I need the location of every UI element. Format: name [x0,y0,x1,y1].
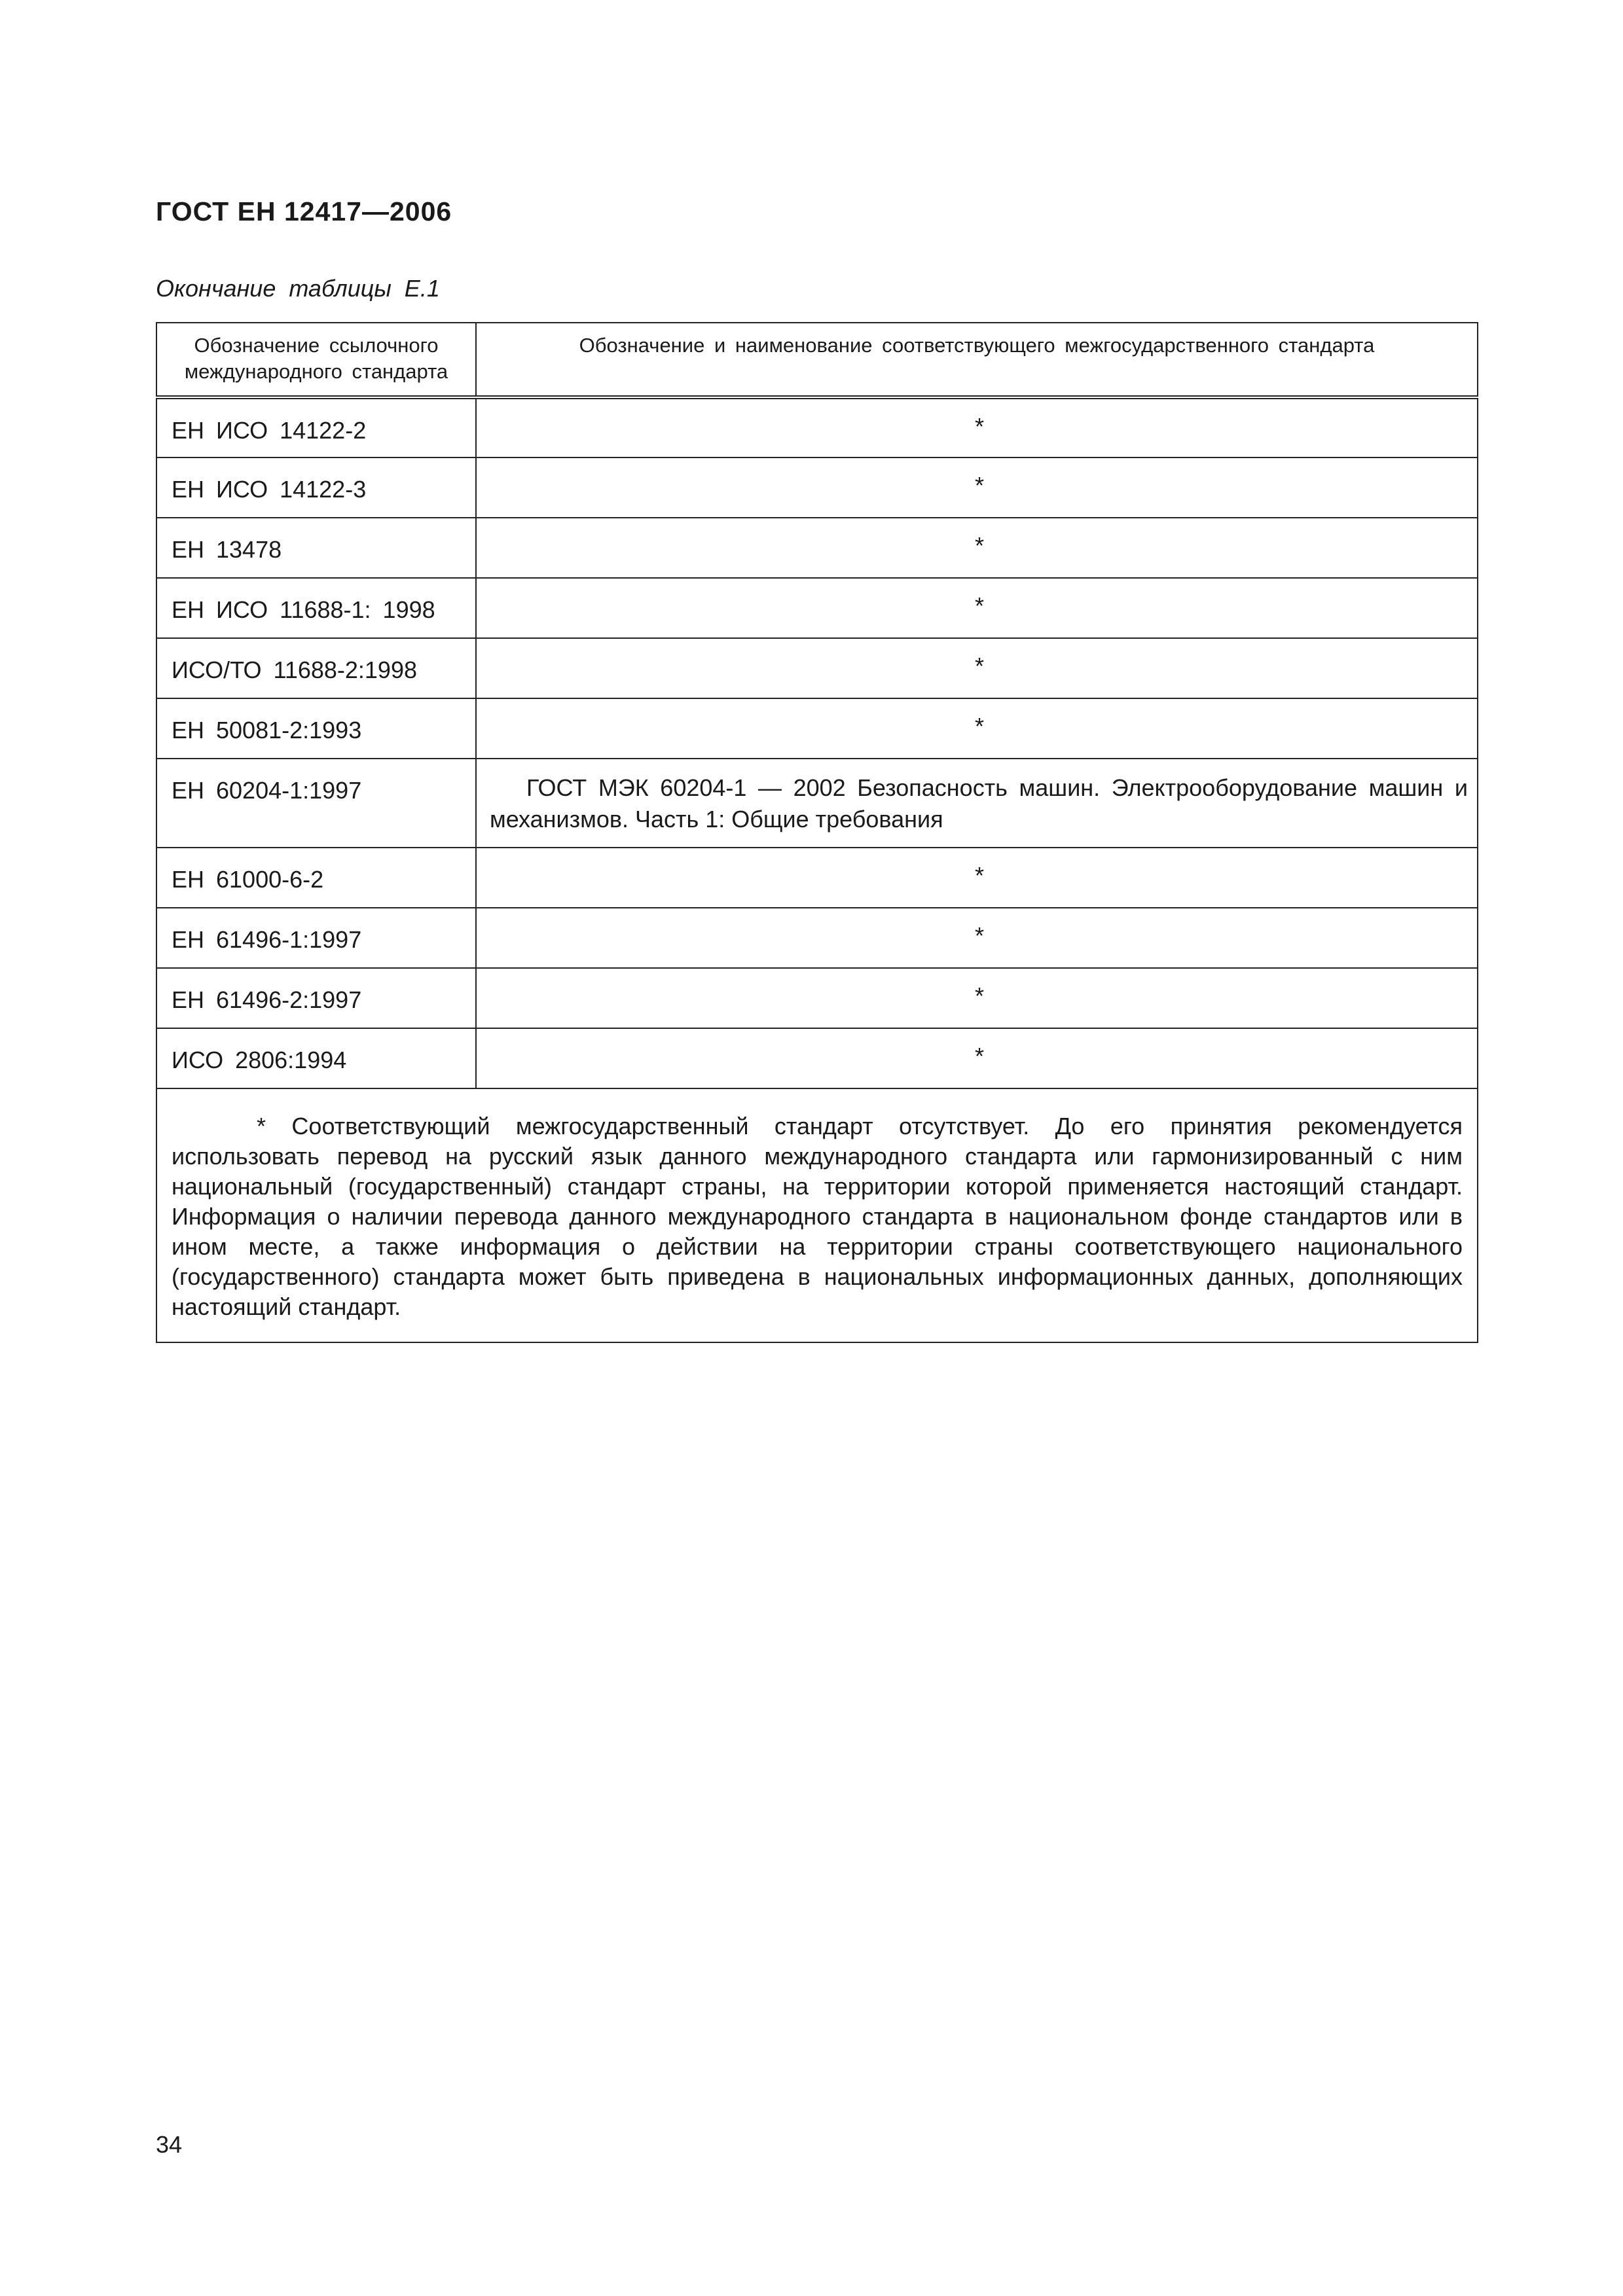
row-code: ЕН ИСО 14122-3 [156,457,476,518]
table-row [156,698,1478,759]
page-number: 34 [156,2131,183,2158]
table-caption: Окончание таблицы Е.1 [156,275,440,302]
row-value: * [476,968,1478,1028]
document-header: ГОСТ ЕН 12417—2006 [156,196,452,226]
table-row [156,457,1478,518]
table-header-row [156,323,1478,397]
row-value: * [476,578,1478,638]
row-code: ЕН 50081-2:1993 [156,698,476,759]
row-code: ЕН ИСО 11688-1: 1998 [156,578,476,638]
row-value: * [476,397,1478,457]
row-value: * [476,1028,1478,1088]
row-value: * [476,698,1478,759]
table-row [156,968,1478,1028]
row-code: ЕН 13478 [156,518,476,578]
table-row [156,1028,1478,1088]
row-value: * [476,908,1478,968]
table-row [156,759,1478,848]
row-code: ИСО 2806:1994 [156,1028,476,1088]
row-value: * [476,638,1478,698]
table-footnote-row [156,1088,1478,1342]
table-row [156,397,1478,457]
row-code: ИСО/ТО 11688-2:1998 [156,638,476,698]
standards-table-container [156,322,1478,1343]
row-code: ЕН 60204-1:1997 [156,759,476,848]
row-value: * [476,848,1478,908]
table-row [156,578,1478,638]
table-row [156,518,1478,578]
row-code: ЕН 61496-2:1997 [156,968,476,1028]
table-row [156,638,1478,698]
table-row [156,908,1478,968]
row-value: ГОСТ МЭК 60204-1 — 2002 Безопасность машин. Электрооборудование машин и механизмов. Часть 1: Общие требования [476,759,1478,848]
row-code: ЕН 61000-6-2 [156,848,476,908]
standards-table [156,322,1478,1343]
row-value: * [476,518,1478,578]
header-interstate-standard: Обозначение и наименование соответствующего межгосударственного стандарта [476,323,1478,397]
row-value: * [476,457,1478,518]
row-code: ЕН 61496-1:1997 [156,908,476,968]
table-row [156,848,1478,908]
header-international-standard: Обозначение ссылочного международного стандарта [156,323,476,397]
table-footnote: * Соответствующий межгосударственный стандарт отсутствует. До его принятия рекомендуется использовать перевод на русский язык данного международного стандарта или гармонизированный с ним национальный (государственный) стандарт страны, на территории которой применяется настоящий стандарт. Информация о наличии перевода данного международного стандарта в национальном фонде стандартов или в ином месте, а также информация о действии на территории страны соответствующего национального (государственного) стандарта может быть приведена в национальных информационных данных, дополняющих настоящий стандарт. [156,1088,1478,1342]
row-code: ЕН ИСО 14122-2 [156,397,476,457]
